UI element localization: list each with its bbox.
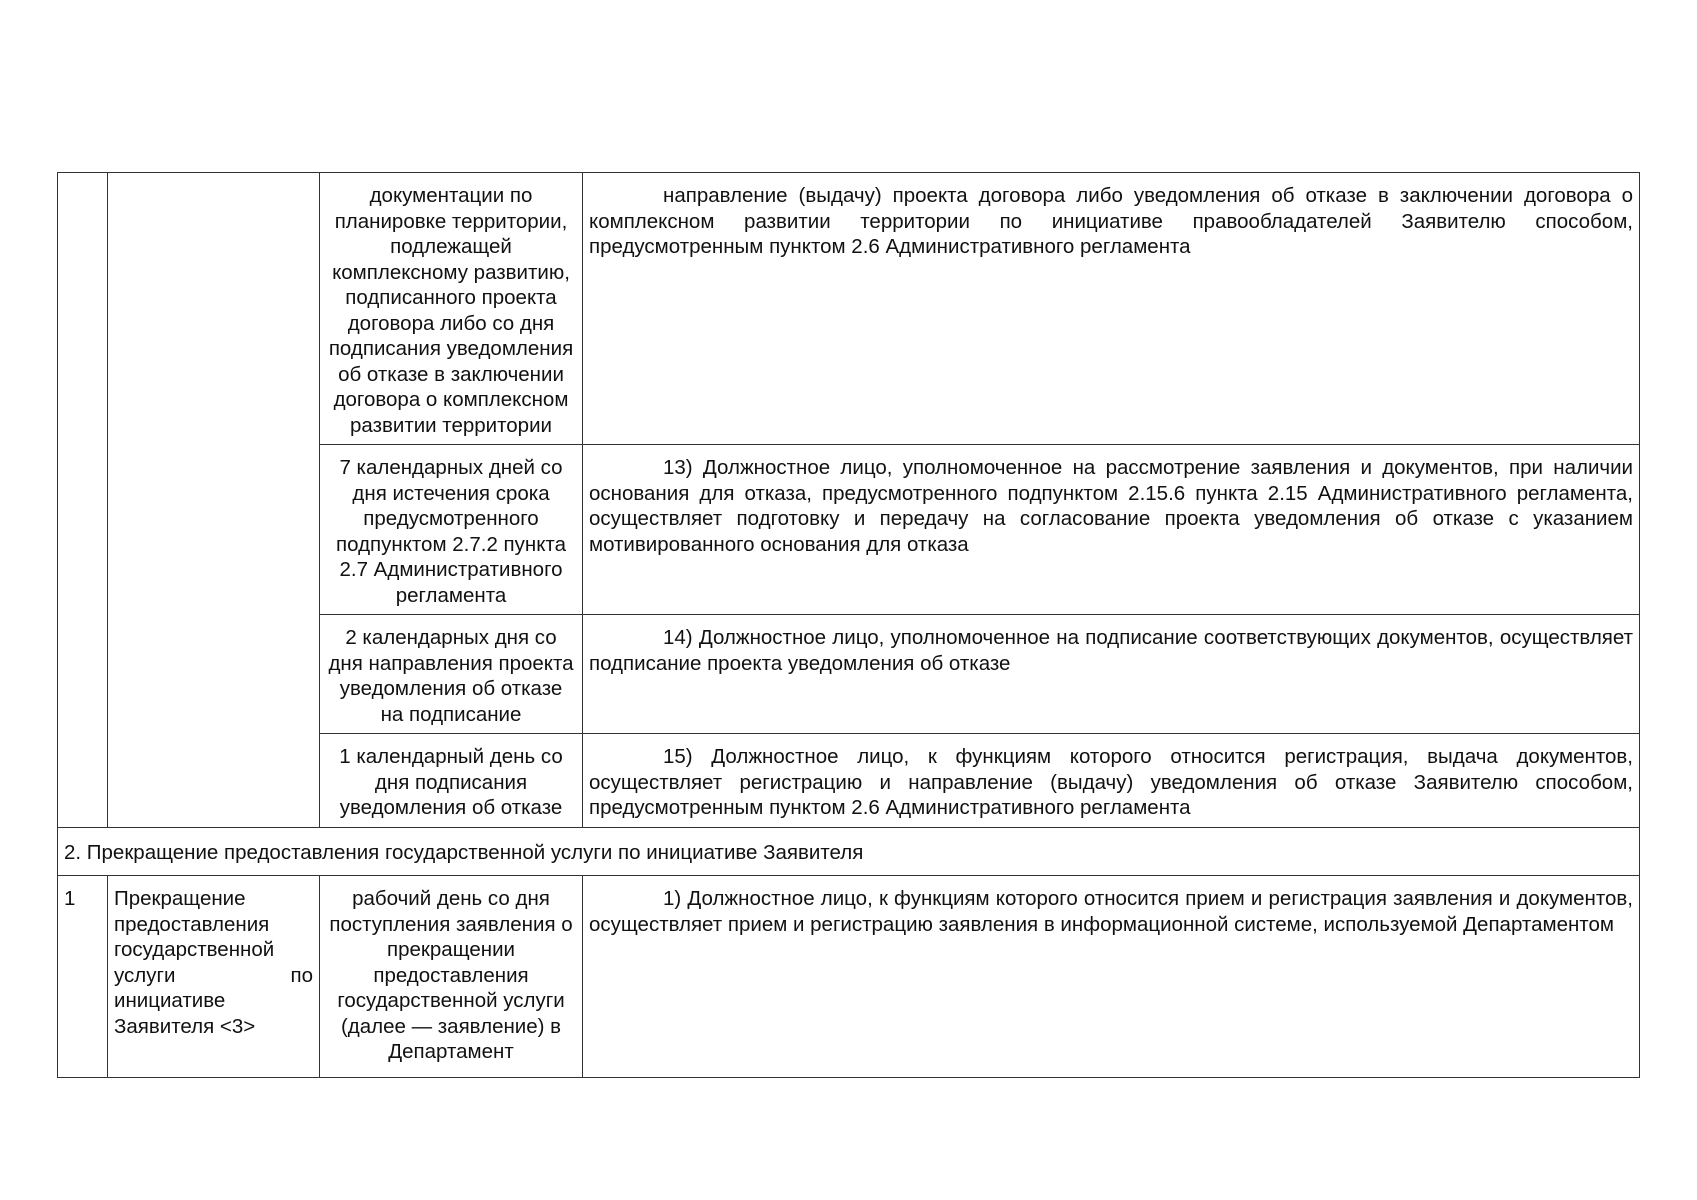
number-cell: 1 bbox=[58, 876, 108, 1078]
action-cell: направление (выдачу) проекта договора либо уведомления об отказе в заключении договора о комплексном развитии территории по инициативе правообладателей Заявителю способом, предусмотренным пунктом 2.6 Административного регламента bbox=[583, 173, 1640, 445]
table-row bbox=[58, 173, 1640, 445]
section-heading: 2. Прекращение предоставления государственной услуги по инициативе Заявителя bbox=[58, 827, 1640, 876]
action-cell: 14) Должностное лицо, уполномоченное на подписание соответствующих документов, осуществляет подписание проекта уведомления об отказе bbox=[583, 615, 1640, 734]
table-row bbox=[58, 876, 1640, 1078]
procedure-table bbox=[57, 172, 1640, 1078]
number-cell bbox=[58, 173, 108, 828]
deadline-cell: 7 календарных дней со дня истечения срока предусмотренного подпунктом 2.7.2 пункта 2.7 Административного регламента bbox=[320, 445, 583, 615]
action-cell: 1) Должностное лицо, к функциям которого относится прием и регистрация заявления и документов, осуществляет прием и регистрацию заявления в информационной системе, используемой Департаментом bbox=[583, 876, 1640, 1078]
deadline-cell: рабочий день со дня поступления заявления о прекращении предоставления государственной услуги (далее — заявление) в Департамент bbox=[320, 876, 583, 1078]
action-cell: 13) Должностное лицо, уполномоченное на рассмотрение заявления и документов, при наличии основания для отказа, предусмотренного подпунктом 2.15.6 пункта 2.15 Административного регламента, осуществляет подготовку и передачу на согласование проекта уведомления об отказе с указанием мотивированного основания для отказа bbox=[583, 445, 1640, 615]
deadline-cell: документации по планировке территории, подлежащей комплексному развитию, подписанного проекта договора либо со дня подписания уведомления об отказе в заключении договора о комплексном развитии территории bbox=[320, 173, 583, 445]
deadline-cell: 1 календарный день со дня подписания уведомления об отказе bbox=[320, 734, 583, 828]
deadline-cell: 2 календарных дня со дня направления проекта уведомления об отказе на подписание bbox=[320, 615, 583, 734]
section-heading-row bbox=[58, 827, 1640, 876]
procedure-name-cell bbox=[108, 173, 320, 828]
procedure-name-cell: Прекращение предоставления государственной услуги по инициативе Заявителя <3> bbox=[108, 876, 320, 1078]
action-cell: 15) Должностное лицо, к функциям которого относится регистрация, выдача документов, осуществляет регистрацию и направление (выдачу) уведомления об отказе Заявителю способом, предусмотренным пунктом 2.6 Административного регламента bbox=[583, 734, 1640, 828]
